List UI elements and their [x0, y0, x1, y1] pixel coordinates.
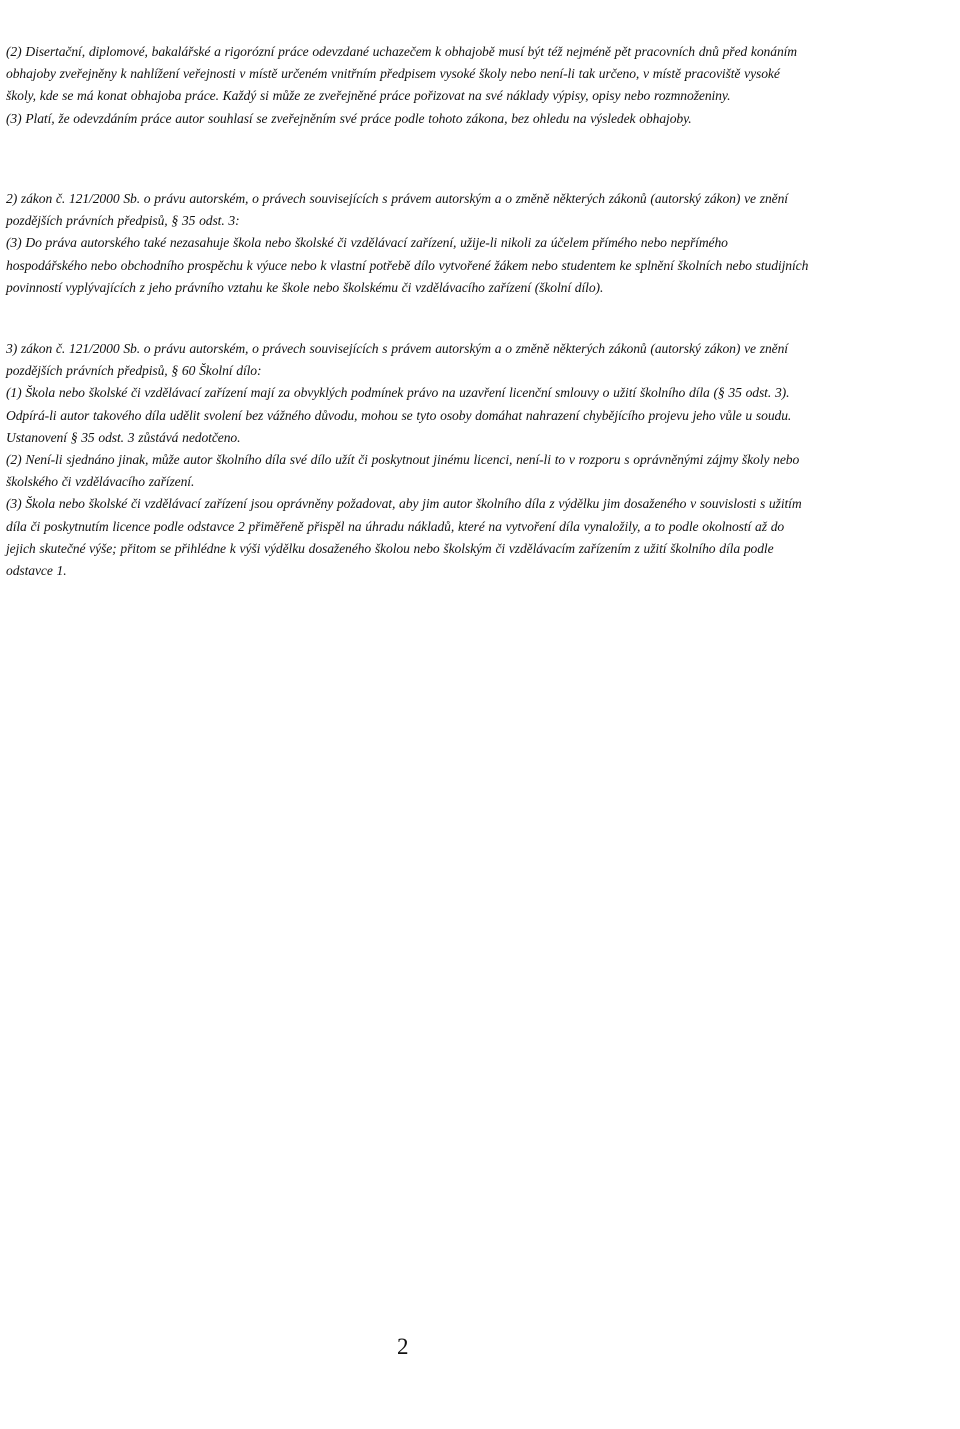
footnote-3-paragraph-3: (3) Škola nebo školské či vzdělávací zařízení jsou oprávněny požadovat, aby jim autor školního díla z výdělku jim dosaženého v souvislosti s užitím díla či poskytnutím licence podle odstavce 2 přiměřeně přispěl na úhradu nákladů, které na vytvoření díla vynaložily, a to podle okolností až do jejich skutečné výše; přitom se přihlédne k výši výdělku dosaženého školou nebo školským či vzdělávacím zařízením z užití školního díla podle odstavce 1. — [6, 496, 802, 579]
page-number: 2 — [397, 1334, 409, 1359]
disclosure-section — [6, 41, 810, 130]
paragraph-disclosure-2: (2) Disertační, diplomové, bakalářské a rigorózní práce odevzdané uchazečem k obhajobě musí být též nejméně pět pracovních dnů před konáním obhajoby zveřejněny k nahlížení veřejnosti v místě určeném vnitřním předpisem vysoké školy nebo není-li tak určeno, v místě pracoviště vysoké školy, kde se má konat obhajoba práce. Každý si může ze zveřejněné práce pořizovat na své náklady výpisy, opisy nebo rozmnoženiny. — [6, 44, 798, 104]
footnote-3-paragraph-2: (2) Není-li sjednáno jinak, může autor školního díla své dílo užít či poskytnout jinému licenci, není-li to v rozporu s oprávněnými zájmy školy nebo školského či vzdělávacího zařízení. — [6, 452, 800, 490]
footnote-2-section — [6, 188, 810, 299]
paragraph-disclosure-3: (3) Platí, že odevzdáním práce autor souhlasí se zveřejněním své práce podle tohoto zákona, bez ohledu na výsledek obhajoby. — [6, 110, 692, 126]
footnote-2-paragraph-3: (3) Do práva autorského také nezasahuje škola nebo školské či vzdělávací zařízení, užije-li nikoli za účelem přímého nebo nepřímého hospodářského nebo obchodního prospěchu k výuce nebo k vlastní potřebě dílo vytvořené žákem nebo studentem ke splnění školních nebo studijních povinností vyplývajících z jeho právního vztahu ke škole nebo školskému či vzdělávacího zařízení (školní dílo). — [6, 235, 809, 295]
footnote-3-paragraph-1: (1) Škola nebo školské či vzdělávací zařízení mají za obvyklých podmínek právo na uzavření licenční smlouvy o užití školního díla (§ 35 odst. 3). Odpírá-li autor takového díla udělit svolení bez vážného důvodu, mohou se tyto osoby domáhat nahrazení chybějícího projevu jeho vůle u soudu. Ustanovení § 35 odst. 3 zůstává nedotčeno. — [6, 385, 792, 445]
footnote-3-section — [6, 338, 810, 582]
footnote-3-heading: 3) zákon č. 121/2000 Sb. o právu autorském, o právech souvisejících s právem autorským a o změně některých zákonů (autorský zákon) ve znění pozdějších právních předpisů, § 60 Školní dílo: — [6, 341, 788, 379]
footnote-2-heading: 2) zákon č. 121/2000 Sb. o právu autorském, o právech souvisejících s právem autorským a o změně některých zákonů (autorský zákon) ve znění pozdějších právních předpisů, § 35 odst. 3: — [6, 191, 788, 229]
